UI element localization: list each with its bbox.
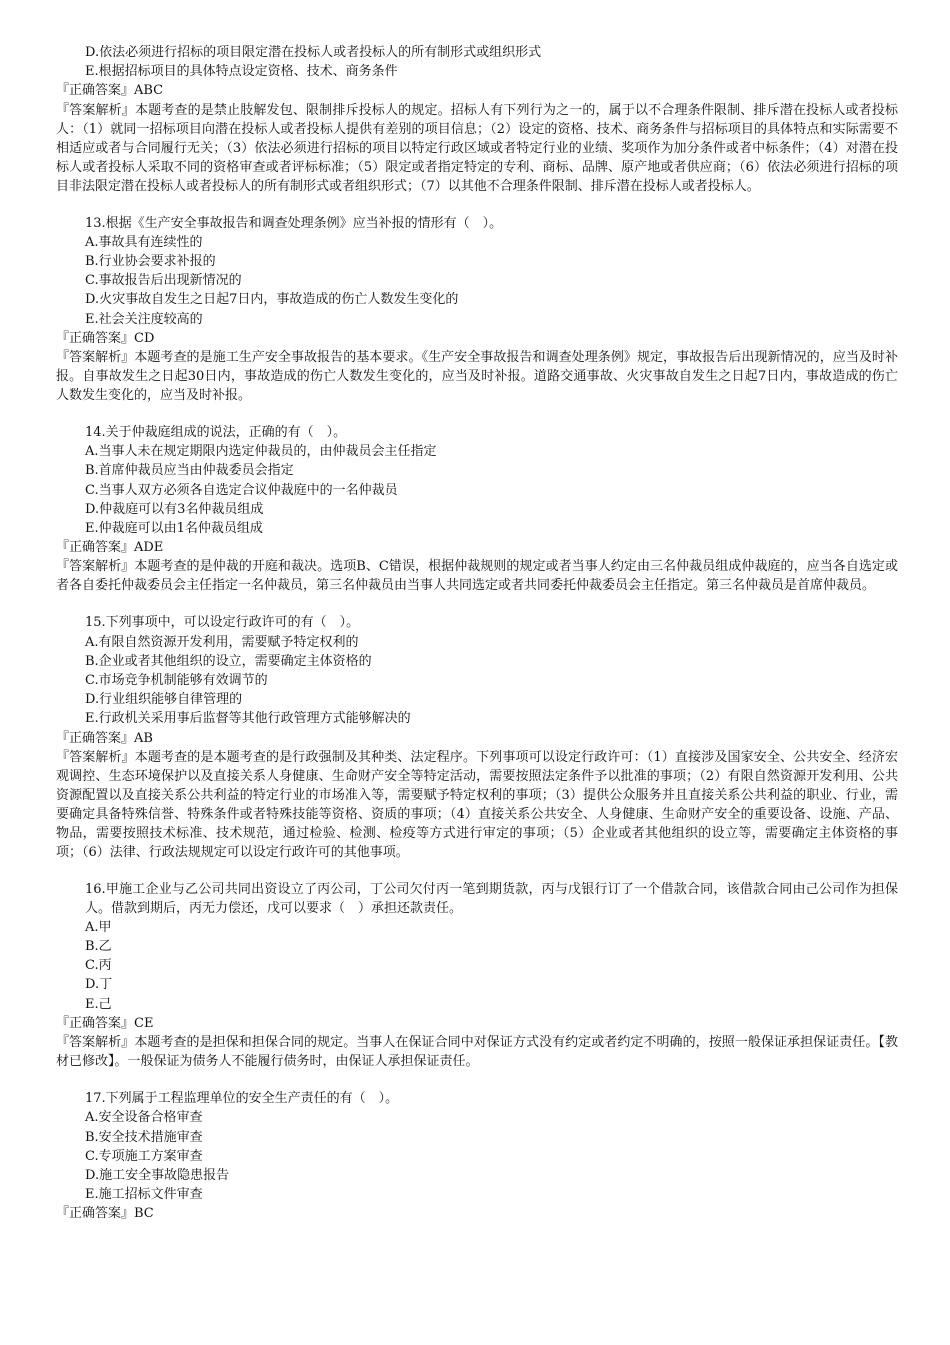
option-a: A.安全设备合格审查: [85, 1110, 203, 1126]
question-stem: [56, 880, 898, 918]
correct-answer: 『正确答案』CE: [56, 1015, 154, 1031]
option-d: D.行业组织能够自律管理的: [85, 692, 243, 708]
option-e: E.行政机关采用事后监督等其他行政管理方式能够解决的: [85, 711, 411, 727]
option-c: C.事故报告后出现新情况的: [85, 273, 242, 289]
question-17: [56, 1089, 898, 1223]
option-b: B.行业协会要求补报的: [85, 254, 216, 270]
option-a: A.甲: [85, 919, 112, 935]
option-c: C.丙: [85, 958, 112, 974]
correct-answer: 『正确答案』CD: [56, 330, 155, 346]
correct-answer: 『正确答案』AB: [56, 730, 153, 746]
option-c: C.市场竞争机制能够有效调节的: [85, 673, 268, 689]
option-a: A.有限自然资源开发利用，需要赋予特定权利的: [85, 634, 359, 650]
option-d: D.仲裁庭可以有3名仲裁员组成: [85, 501, 264, 517]
answer-analysis: 『答案解析』本题考查的是本题考查的是行政强制及其种类、法定程序。下列事项可以设定行政许可：（1）直接涉及国家安全、公共安全、经济宏观调控、生态环境保护以及直接关系人身健康、生命财产安全等特定活动，需要按照法定条件予以批准的事项；（2）有限自然资源开发利用、公共资源配置以及直接关系公共利益的特定行业的市场准入等，需要赋予特定权利的事项；（3）提供公众服务并且直接关系公共利益的职业、行业，需要确定具备特殊信誉、特殊条件或者特殊技能等资格、资质的事项；（4）直接关系公共安全、人身健康、生命财产安全的重要设备、设施、产品、物品，需要按照技术标准、技术规范，通过检验、检测、检疫等方式进行审定的事项；（5）企业或者其他组织的设立等，需要确定主体资格的事项；（6）法律、行政法规规定可以设定行政许可的其他事项。: [56, 749, 898, 860]
option-e: E.社会关注度较高的: [85, 311, 203, 327]
option-b: B.安全技术措施审查: [85, 1129, 203, 1145]
option-d: D.施工安全事故隐患报告: [85, 1167, 230, 1183]
question-stem-text: 16.甲施工企业与乙公司共同出资设立了丙公司，丁公司欠付丙一笔到期货款，丙与戊银行订了一个借款合同，该借款合同由己公司作为担保人。借款到期后，丙无力偿还，戊可以要求（ ）承担还款责任。: [85, 881, 898, 916]
question-stem: 15.下列事项中，可以设定行政许可的有（ ）。: [85, 615, 360, 631]
document-page: [56, 43, 898, 1224]
option-e: E.施工招标文件审查: [85, 1187, 203, 1203]
question-16: [56, 880, 898, 1071]
answer-analysis: 『答案解析』本题考查的是禁止肢解发包、限制排斥投标人的规定。招标人有下列行为之一的，属于以不合理条件限制、排斥潜在投标人或者投标人：（1）就同一招标项目向潜在投标人或者投标人提供有差别的项目信息；（2）设定的资格、技术、商务条件与招标项目的具体特点和实际需要不相适应或者与合同履行无关；（3）依法必须进行招标的项目以特定行政区域或者特定行业的业绩、奖项作为加分条件或者中标条件；（4）对潜在投标人或者投标人采取不同的资格审查或者评标标准；（5）限定或者指定特定的专利、商标、品牌、原产地或者供应商；（6）依法必须进行招标的项目非法限定潜在投标人或者投标人的所有制形式或者组织形式；（7）以其他不合理条件限制、排斥潜在投标人或者投标人。: [56, 102, 898, 194]
correct-answer: 『正确答案』ABC: [56, 83, 164, 99]
option-e: E.仲裁庭可以由1名仲裁员组成: [85, 521, 263, 537]
question-14: [56, 423, 898, 595]
answer-analysis: 『答案解析』本题考查的是担保和担保合同的规定。当事人在保证合同中对保证方式没有约定或者约定不明确的，按照一般保证承担保证责任。【教材已修改】。一般保证为债务人不能履行债务时，由保证人承担保证责任。: [56, 1035, 898, 1070]
option-d: D.丁: [85, 977, 113, 993]
correct-answer: 『正确答案』BC: [56, 1206, 154, 1222]
correct-answer: 『正确答案』ADE: [56, 540, 164, 556]
option-b: B.首席仲裁员应当由仲裁委员会指定: [85, 463, 294, 479]
question-stem: 14.关于仲裁庭组成的说法，正确的有（ ）。: [85, 425, 347, 441]
option-c: C.专项施工方案审查: [85, 1148, 203, 1164]
option-b: B.企业或者其他组织的设立，需要确定主体资格的: [85, 653, 372, 669]
answer-analysis: 『答案解析』本题考查的是施工生产安全事故报告的基本要求。《生产安全事故报告和调查处理条例》规定，事故报告后出现新情况的，应当及时补报。自事故发生之日起30日内，事故造成的伤亡人数发生变化的，应当及时补报。道路交通事故、火灾事故自发生之日起7日内，事故造成的伤亡人数发生变化的，应当及时补报。: [56, 350, 898, 404]
answer-analysis: 『答案解析』本题考查的是仲裁的开庭和裁决。选项B、C错误，根据仲裁规则的规定或者当事人约定由三名仲裁员组成仲裁庭的，应当各自选定或者各自委托仲裁委员会主任指定一名仲裁员，第三名仲裁员由当事人共同选定或者共同委托仲裁委员会主任指定。第三名仲裁员是首席仲裁员。: [56, 559, 898, 594]
option-a: A.当事人未在规定期限内选定仲裁员的，由仲裁员会主任指定: [85, 444, 437, 460]
option-c: C.当事人双方必须各自选定合议仲裁庭中的一名仲裁员: [85, 482, 398, 498]
question-12-continuation: [56, 43, 898, 196]
option-e: E.己: [85, 996, 112, 1012]
option-b: B.乙: [85, 939, 112, 955]
question-stem: 13.根据《生产安全事故报告和调查处理条例》应当补报的情形有（ ）。: [85, 215, 503, 231]
option-d: D.火灾事故自发生之日起7日内，事故造成的伤亡人数发生变化的: [85, 292, 459, 308]
question-13: [56, 214, 898, 405]
option-d: D.依法必须进行招标的项目限定潜在投标人或者投标人的所有制形式或组织形式: [85, 45, 542, 60]
question-15: [56, 613, 898, 861]
question-stem: 17.下列属于工程监理单位的安全生产责任的有（ ）。: [85, 1091, 399, 1107]
option-e: E.根据招标项目的具体特点设定资格、技术、商务条件: [85, 64, 398, 80]
option-a: A.事故具有连续性的: [85, 234, 203, 250]
